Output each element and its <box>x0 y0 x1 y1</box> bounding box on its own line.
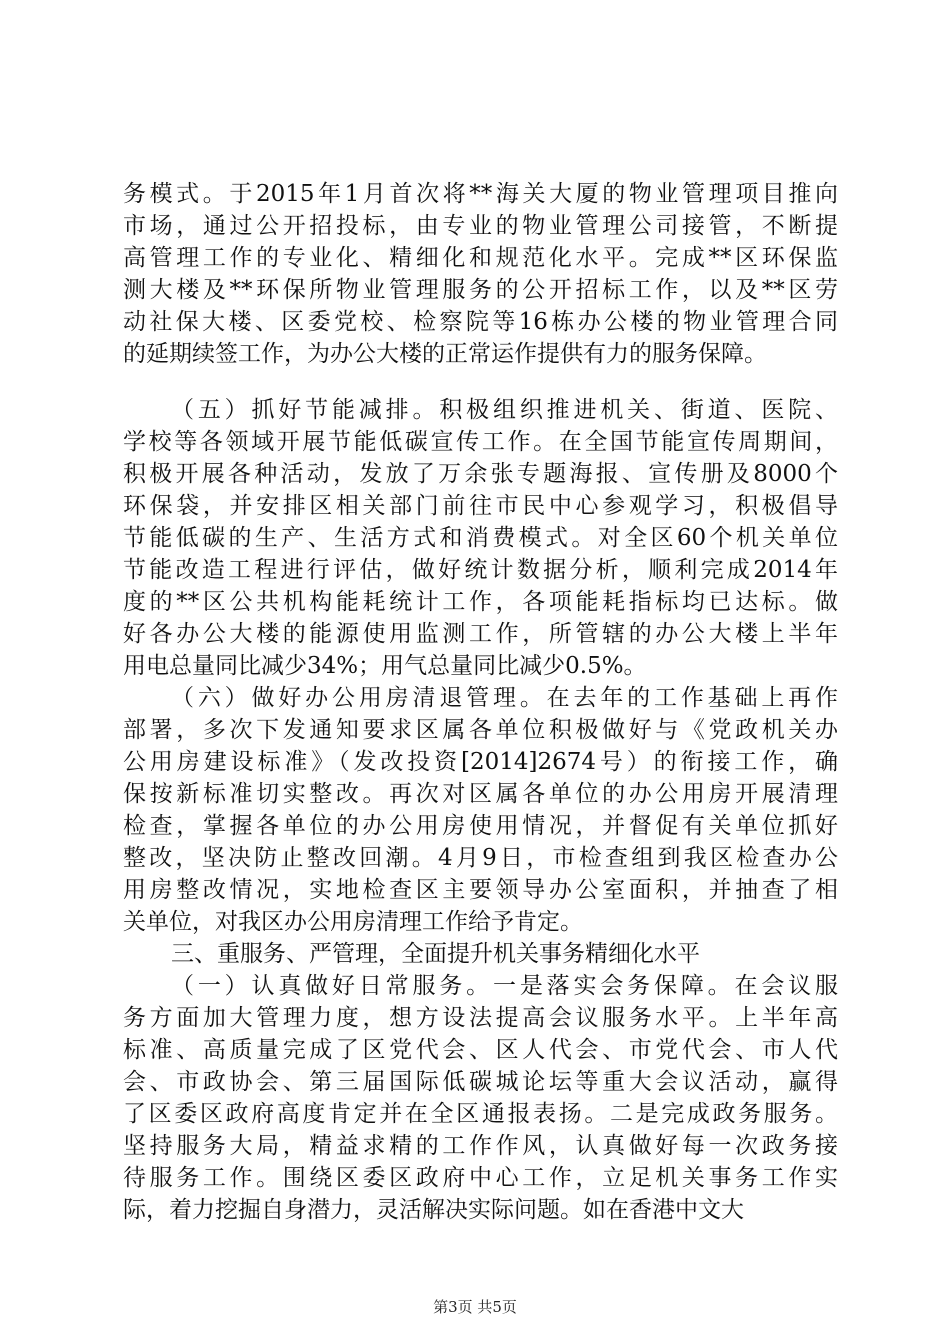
paragraph <box>123 394 838 682</box>
text-line: 度的**区公共机构能耗统计工作，各项能耗指标均已达标。做 <box>123 589 838 615</box>
text-line: 三、重服务、严管理，全面提升机关事务精细化水平 <box>171 941 700 967</box>
paragraph <box>123 178 838 370</box>
text-line: 务方面加大管理力度，想方设法提高会议服务水平。上半年高 <box>123 1005 838 1031</box>
page-footer: 第3页 共5页 <box>433 1298 517 1316</box>
text-line: 用房整改情况，实地检查区主要领导办公室面积，并抽查了相 <box>123 877 838 903</box>
text-line: 的延期续签工作，为办公大楼的正常运作提供有力的服务保障。 <box>123 341 767 367</box>
paragraph <box>123 682 838 938</box>
paragraph <box>123 970 838 1226</box>
text-line: 节能改造工程进行评估，做好统计数据分析，顺利完成2014年 <box>123 557 838 583</box>
text-line: 保按新标准切实整改。再次对区属各单位的办公用房开展清理 <box>123 781 838 807</box>
text-line: 关单位，对我区办公用房清理工作给予肯定。 <box>123 909 583 935</box>
text-line: 节能低碳的生产、生活方式和消费模式。对全区60个机关单位 <box>123 525 838 551</box>
text-line: 标准、高质量完成了区党代会、区人代会、市党代会、市人代 <box>123 1037 838 1063</box>
text-line: 公用房建设标准》（发改投资[2014]2674号）的衔接工作，确 <box>123 749 838 775</box>
text-line: 市场，通过公开招投标，由专业的物业管理公司接管，不断提 <box>123 213 838 239</box>
text-line: 务模式。于2015年1月首次将**海关大厦的物业管理项目推向 <box>123 181 838 207</box>
text-line: 整改，坚决防止整改回潮。4月9日，市检查组到我区检查办公 <box>123 845 838 871</box>
text-line: 高管理工作的专业化、精细化和规范化水平。完成**区环保监 <box>123 245 838 271</box>
text-line: 待服务工作。围绕区委区政府中心工作，立足机关事务工作实 <box>123 1165 838 1191</box>
text-line: 检查，掌握各单位的办公用房使用情况，并督促有关单位抓好 <box>123 813 838 839</box>
text-line: 积极开展各种活动，发放了万余张专题海报、宣传册及8000个 <box>123 461 838 487</box>
text-line: （六）做好办公用房清退管理。在去年的工作基础上再作 <box>171 685 838 711</box>
text-line: 学校等各领域开展节能低碳宣传工作。在全国节能宣传周期间， <box>123 429 838 455</box>
text-line: 动社保大楼、区委党校、检察院等16栋办公楼的物业管理合同 <box>123 309 838 335</box>
text-line: 测大楼及**环保所物业管理服务的公开招标工作，以及**区劳 <box>123 277 838 303</box>
paragraph <box>123 938 838 970</box>
text-line: 好各办公大楼的能源使用监测工作，所管辖的办公大楼上半年 <box>123 621 838 647</box>
text-line: 会、市政协会、第三届国际低碳城论坛等重大会议活动，赢得 <box>123 1069 838 1095</box>
text-line: （五）抓好节能减排。积极组织推进机关、街道、医院、 <box>171 397 838 423</box>
text-line: 部署，多次下发通知要求区属各单位积极做好与《党政机关办 <box>123 717 838 743</box>
text-line: 了区委区政府高度肯定并在全区通报表扬。二是完成政务服务。 <box>123 1101 838 1127</box>
text-line: （一）认真做好日常服务。一是落实会务保障。在会议服 <box>171 973 838 999</box>
text-line: 坚持服务大局，精益求精的工作作风，认真做好每一次政务接 <box>123 1133 838 1159</box>
text-line: 环保袋，并安排区相关部门前往市民中心参观学习，积极倡导 <box>123 493 838 519</box>
document-body <box>123 178 838 1226</box>
text-line: 际，着力挖掘自身潜力，灵活解决实际问题。如在香港中文大 <box>123 1197 744 1223</box>
text-line: 用电总量同比减少34%；用气总量同比减少0.5%。 <box>123 653 647 679</box>
